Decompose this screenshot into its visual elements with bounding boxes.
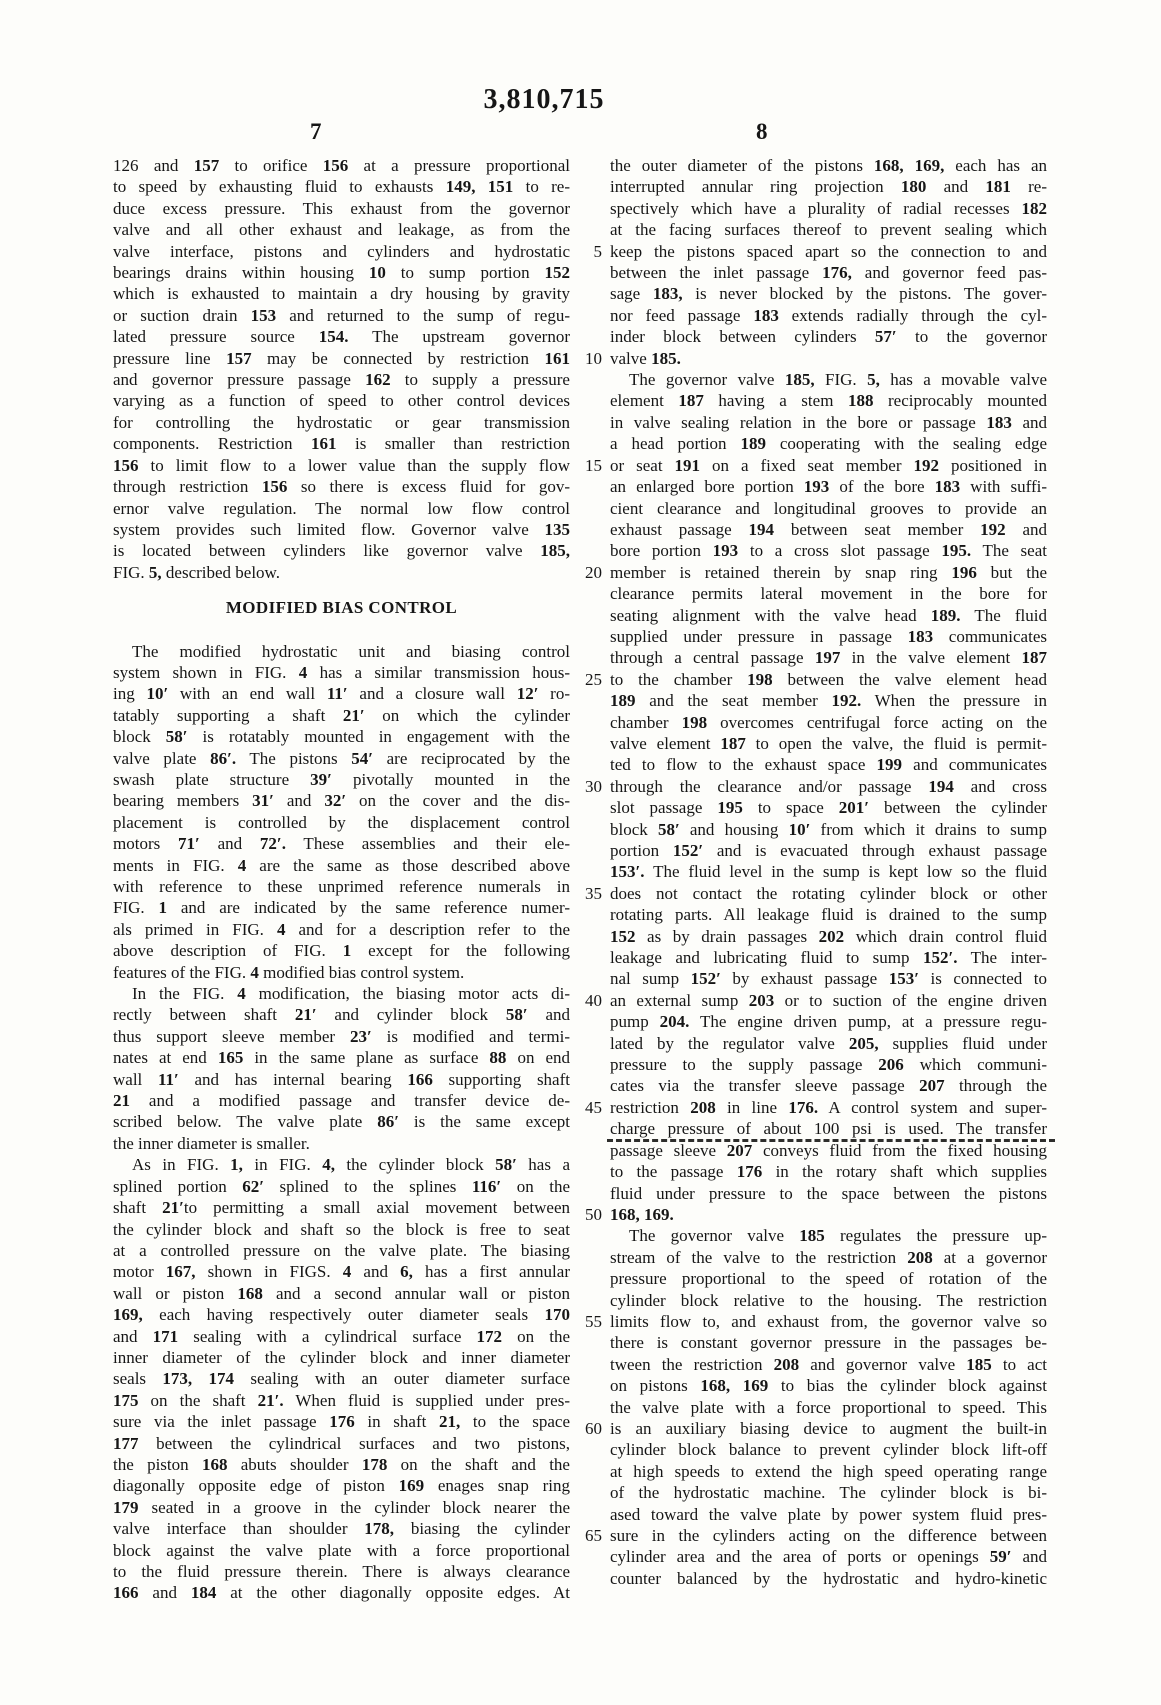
text-line: there is constant governor pressure in the passages be- — [610, 1333, 1047, 1353]
line-number: 60 — [585, 1418, 602, 1438]
line-number: 15 — [585, 455, 602, 475]
text-line: features of the FIG. 4 modified bias control system. — [113, 962, 465, 982]
text-line: chamber 198 overcomes centrifugal force acting on the — [610, 712, 1047, 732]
text-line: FIG. 1 and are indicated by the same reference numer- — [113, 898, 570, 918]
line-number: 40 — [585, 990, 602, 1010]
text-line: element 187 having a stem 188 reciprocably mounted — [610, 391, 1047, 411]
text-line: member is retained therein by snap ring 196 but the — [610, 562, 1047, 582]
text-line: limits flow to, and exhaust from, the governor valve so — [610, 1311, 1047, 1331]
text-line: or seat 191 on a fixed seat member 192 positioned in — [610, 455, 1048, 475]
text-line: pressure proportional to the speed of rotation of the — [610, 1269, 1047, 1289]
text-line: valve 185. — [610, 348, 681, 368]
text-line: valve interface, pistons and cylinders and hydrostatic — [113, 241, 570, 261]
text-line: does not contact the rotating cylinder block or other — [610, 883, 1047, 903]
section-heading: MODIFIED BIAS CONTROL — [225, 598, 458, 618]
text-line: varying as a function of speed to other control devices — [113, 391, 570, 411]
text-line: sure in the cylinders acting on the difference between — [610, 1526, 1047, 1545]
text-line: ernor valve regulation. The normal low flow control — [113, 498, 570, 518]
line-number: 10 — [585, 348, 602, 368]
text-line: supplied under pressure in passage 183 communicates — [610, 626, 1047, 646]
text-line: inder block between cylinders 57′ to the governor — [610, 327, 1048, 347]
text-line: which is exhausted to maintain a dry housing by gravity — [113, 284, 570, 304]
text-line: through a central passage 197 in the valve element 187 — [610, 648, 1047, 668]
text-line: 152 as by drain passages 202 which drain control fluid — [610, 926, 1047, 946]
text-line: splined portion 62′ splined to the splines 116′ on the — [113, 1176, 570, 1196]
text-line: The governor valve 185 regulates the pressure up- — [629, 1226, 1047, 1246]
text-line: seating alignment with the valve head 189. The fluid — [610, 605, 1047, 625]
text-line: duce excess pressure. This exhaust from the governor — [113, 198, 570, 218]
text-line: 179 seated in a groove in the cylinder block nearer the — [113, 1497, 570, 1517]
text-line: a head portion 189 cooperating with the sealing edge — [610, 434, 1047, 454]
text-line: system provides such limited flow. Governor valve 135 — [113, 519, 570, 539]
text-line: ased toward the valve plate by power system fluid pres- — [610, 1504, 1047, 1524]
text-line: the valve plate with a force proportional to speed. This — [610, 1397, 1047, 1417]
text-line: tween the restriction 208 and governor valve 185 to act — [610, 1354, 1047, 1374]
text-line: system shown in FIG. 4 has a similar transmission hous- — [113, 662, 570, 682]
text-line: valve interface than shoulder 178, biasing the cylinder — [113, 1519, 571, 1539]
text-line: wall or piston 168 and a second annular wall or piston — [113, 1283, 571, 1303]
text-line: 169, each having respectively outer diameter seals 170 — [113, 1305, 570, 1325]
text-line: sage 183, is never blocked by the pistons. The gover- — [610, 284, 1047, 304]
text-line: bearing members 31′ and 32′ on the cover and the dis- — [113, 791, 570, 811]
text-line: or suction drain 153 and returned to the sump of regu- — [113, 305, 570, 325]
text-line: valve and all other exhaust and leakage, as from the — [113, 220, 570, 240]
text-line: the piston 168 abuts shoulder 178 on the shaft and the — [113, 1454, 570, 1474]
text-line: lated pressure source 154. The upstream governor — [113, 327, 570, 347]
text-line: the outer diameter of the pistons 168, 169, each has an — [610, 156, 1047, 175]
line-number: 50 — [585, 1204, 602, 1224]
right-column-number: 8 — [756, 119, 768, 144]
line-number: 5 — [593, 241, 602, 261]
line-number: 25 — [585, 669, 602, 689]
text-line: restriction 208 in line 176. A control system and super- — [610, 1097, 1048, 1117]
text-line: shaft 21′to permitting a small axial movement between — [113, 1198, 570, 1218]
text-line: inner diameter of the cylinder block and inner diameter — [113, 1347, 570, 1367]
text-line: wall 11′ and has internal bearing 166 supporting shaft — [113, 1069, 570, 1089]
text-line: interrupted annular ring projection 180 and 181 re- — [610, 177, 1048, 197]
text-line: cates via the transfer sleeve passage 207 through the — [610, 1076, 1047, 1096]
text-line: to the fluid pressure therein. There is always clearance — [113, 1562, 570, 1581]
text-line: motor 167, shown in FIGS. 4 and 6, has a first annular — [113, 1262, 570, 1282]
text-line: at the facing surfaces thereof to prevent sealing which — [610, 220, 1047, 240]
text-line: cient clearance and longitudinal grooves to provide an — [610, 498, 1047, 518]
text-line: components. Restriction 161 is smaller than restriction — [113, 434, 570, 454]
line-number: 65 — [585, 1525, 602, 1545]
text-line: nates at end 165 in the same plane as surface 88 on end — [113, 1048, 571, 1068]
text-line: pump 204. The engine driven pump, at a pressure regu- — [610, 1012, 1047, 1032]
text-line: rotating parts. All leakage fluid is drained to the sump — [610, 905, 1047, 925]
text-line: The modified hydrostatic unit and biasing control — [132, 641, 570, 661]
text-line: at a controlled pressure on the valve plate. The biasing — [113, 1240, 570, 1260]
line-number: 35 — [585, 883, 602, 903]
text-line: passage sleeve 207 conveys fluid from the fixed housing — [610, 1140, 1047, 1160]
text-line: cylinder block relative to the housing. The restriction — [610, 1290, 1047, 1310]
text-line: thus support sleeve member 23′ is modified and termi- — [113, 1026, 570, 1046]
text-line: As in FIG. 1, in FIG. 4, the cylinder block 58′ has a — [132, 1155, 570, 1175]
text-line: at high speeds to extend the high speed operating range — [610, 1461, 1047, 1481]
line-number: 30 — [585, 776, 602, 796]
text-line: block against the valve plate with a force proportional — [113, 1540, 570, 1560]
text-line: block 58′ is rotatably mounted in engagement with the — [113, 727, 570, 747]
text-line: seals 173, 174 sealing with an outer diameter surface — [113, 1369, 571, 1389]
text-line: pressure line 157 may be connected by restriction 161 — [113, 348, 571, 368]
left-column-text — [113, 155, 570, 1604]
text-line: charge pressure of about 100 psi is used. The transfer — [610, 1119, 1047, 1139]
text-line: bore portion 193 to a cross slot passage 195. The seat — [610, 541, 1047, 561]
text-line: through the clearance and/or passage 194 and cross — [610, 776, 1047, 796]
text-line: valve plate 86′. The pistons 54′ are reciprocated by the — [113, 748, 570, 768]
right-column-text — [610, 155, 1047, 1589]
text-line: portion 152′ and is evacuated through exhaust passage — [610, 841, 1047, 860]
text-line: als primed in FIG. 4 and for a description refer to the — [113, 919, 570, 939]
text-line: sure via the inlet passage 176 in shaft 21, to the space — [113, 1412, 570, 1432]
text-line: ments in FIG. 4 are the same as those described above — [113, 855, 570, 875]
text-line: ing 10′ with an end wall 11′ and a closure wall 12′ ro- — [113, 684, 570, 704]
text-line: counter balanced by the hydrostatic and hydro-kinetic — [610, 1568, 1047, 1588]
text-line: stream of the valve to the restriction 208 at a governor — [610, 1247, 1047, 1267]
text-line: lated by the regulator valve 205, supplies fluid under — [610, 1033, 1047, 1053]
text-line: and 171 sealing with a cylindrical surface 172 on the — [113, 1326, 570, 1346]
text-line: valve element 187 to open the valve, the fluid is permit- — [610, 733, 1047, 753]
text-line: 156 to limit flow to a lower value than the supply flow — [113, 455, 570, 475]
text-line: pressure to the supply passage 206 which communi- — [610, 1055, 1047, 1075]
text-line: motors 71′ and 72′. These assemblies and their ele- — [113, 834, 570, 854]
text-line: tatably supporting a shaft 21′ on which the cylinder — [113, 705, 570, 725]
patent-number: 3,810,715 — [483, 84, 605, 115]
text-line: the inner diameter is smaller. — [113, 1133, 310, 1153]
text-line: placement is controlled by the displacement control — [113, 812, 570, 832]
text-line: through restriction 156 so there is excess fluid for gov- — [113, 477, 570, 497]
text-line: 126 and 157 to orifice 156 at a pressure proportional — [113, 156, 571, 175]
text-line: an external sump 203 or to suction of the engine driven — [610, 990, 1047, 1010]
text-line: FIG. 5, described below. — [113, 562, 280, 582]
text-line: to speed by exhausting fluid to exhausts 149, 151 to re- — [113, 177, 571, 197]
text-line: the cylinder block and shaft so the block is free to seat — [113, 1219, 570, 1239]
text-line: 166 and 184 at the other diagonally opposite edges. At — [113, 1583, 571, 1603]
text-line: block 58′ and housing 10′ from which it drains to sump — [610, 819, 1047, 839]
text-line: 175 on the shaft 21′. When fluid is supplied under pres- — [113, 1390, 570, 1410]
text-line: between the inlet passage 176, and governor feed pas- — [610, 263, 1047, 283]
text-line: for controlling the hydrostatic or gear transmission — [113, 412, 570, 432]
text-line: and governor pressure passage 162 to supply a pressure — [113, 370, 570, 390]
text-line: keep the pistons spaced apart so the connection to and — [610, 241, 1047, 261]
text-line: an enlarged bore portion 193 of the bore 183 with suffi- — [610, 477, 1048, 497]
text-line: cylinder area and the area of ports or openings 59′ and — [610, 1547, 1047, 1567]
text-line: to the passage 176 in the rotary shaft which supplies — [610, 1162, 1048, 1182]
text-line: 153′. The fluid level in the sump is kept low so the fluid — [610, 862, 1047, 882]
text-line: 168, 169. — [610, 1204, 674, 1224]
text-line: The governor valve 185, FIG. 5, has a movable valve — [629, 370, 1047, 390]
text-line: ted to flow to the exhaust space 199 and communicates — [610, 755, 1047, 775]
text-line: fluid under pressure to the space between the pistons — [610, 1183, 1047, 1203]
text-line: 21 and a modified passage and transfer device de- — [113, 1091, 570, 1111]
text-line: diagonally opposite edge of piston 169 enages snap ring — [113, 1476, 570, 1496]
text-line: above description of FIG. 1 except for the following — [113, 941, 570, 961]
text-line: bearings drains within housing 10 to sump portion 152 — [113, 263, 570, 283]
text-line: slot passage 195 to space 201′ between the cylinder — [610, 798, 1047, 818]
text-line: is an auxiliary biasing device to augment the built-in — [610, 1418, 1047, 1438]
line-number: 20 — [585, 562, 602, 582]
left-column-number: 7 — [310, 119, 322, 144]
text-line: In the FIG. 4 modification, the biasing motor acts di- — [132, 984, 570, 1004]
text-line: with reference to these unprimed reference numerals in — [113, 877, 570, 896]
text-line: to the chamber 198 between the valve element head — [610, 669, 1047, 689]
text-line: rectly between shaft 21′ and cylinder block 58′ and — [113, 1005, 570, 1025]
text-line: cylinder block balance to prevent cylinder block lift-off — [610, 1440, 1047, 1460]
line-number: 45 — [585, 1097, 602, 1117]
text-line: clearance permits lateral movement in the bore for — [610, 584, 1047, 604]
text-line: spectively which have a plurality of radial recesses 182 — [610, 198, 1047, 218]
text-line: swash plate structure 39′ pivotally mounted in the — [113, 769, 570, 789]
text-line: leakage and lubricating fluid to sump 152′. The inter- — [610, 948, 1047, 968]
text-line: scribed below. The valve plate 86′ is the same except — [113, 1112, 570, 1132]
text-line: 189 and the seat member 192. When the pressure in — [610, 691, 1047, 711]
text-line: on pistons 168, 169 to bias the cylinder block against — [610, 1376, 1048, 1396]
line-number: 55 — [585, 1311, 602, 1331]
text-line: nor feed passage 183 extends radially through the cyl- — [610, 305, 1047, 325]
text-line: in valve sealing relation in the bore or passage 183 and — [610, 412, 1047, 432]
text-line: of the hydrostatic machine. The cylinder block is bi- — [610, 1483, 1047, 1503]
text-line: nal sump 152′ by exhaust passage 153′ is connected to — [610, 969, 1047, 989]
text-line: exhaust passage 194 between seat member 192 and — [610, 519, 1047, 539]
text-line: is located between cylinders like governor valve 185, — [113, 541, 570, 561]
text-line: 177 between the cylindrical surfaces and two pistons, — [113, 1433, 570, 1453]
